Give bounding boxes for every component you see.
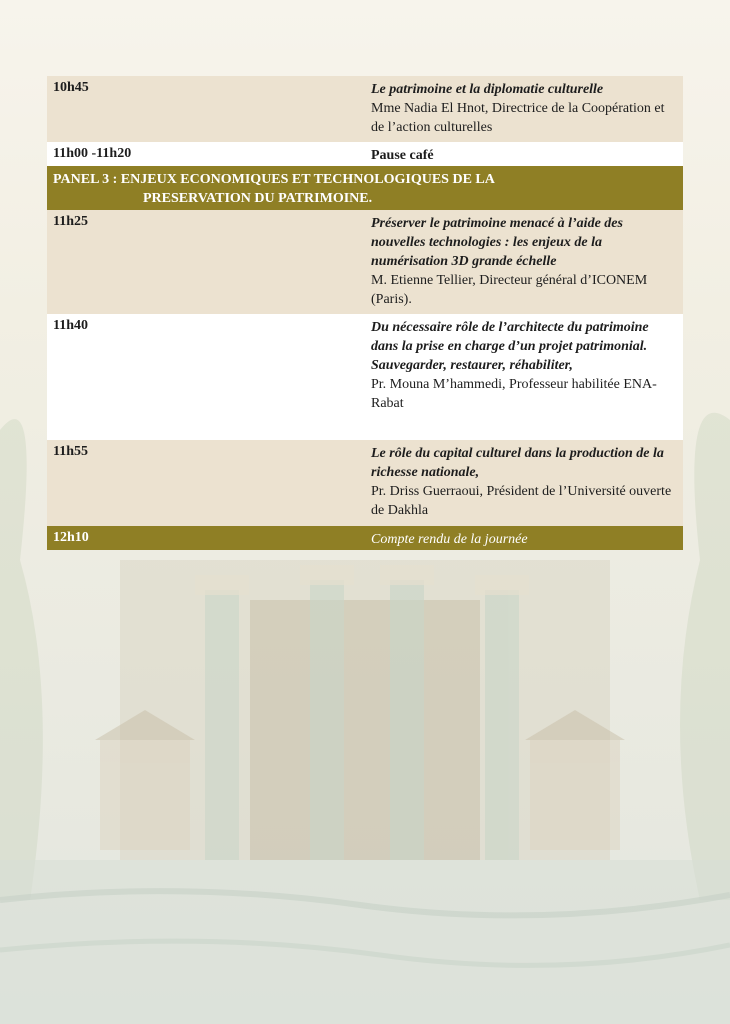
session-speaker: Mme Nadia El Hnot, Directrice de la Coopération et de l’action culturelles [371,101,665,135]
session-description [365,526,683,550]
session-time: 10h45 [53,80,89,95]
schedule-row [47,76,683,142]
session-description [365,210,683,314]
session-time: 12h10 [53,530,89,545]
session-description [365,142,683,166]
schedule-row [47,210,683,314]
panel-title-line-1: PANEL 3 : ENJEUX ECONOMIQUES ET TECHNOLOGIQUES DE LA [53,172,495,187]
session-title: Le patrimoine et la diplomatie culturelle [371,82,604,97]
session-title: Compte rendu de la journée [371,532,528,547]
session-time: 11h00 -11h20 [53,146,132,161]
schedule-row [47,314,683,440]
schedule-row [47,440,683,526]
session-description [365,76,683,142]
schedule-row [47,142,683,166]
session-title: Du nécessaire rôle de l’architecte du patrimoine dans la prise en charge d’un projet patrimonial. Sauvegarder, restaurer, réhabiliter, [371,320,649,373]
schedule-row [47,526,683,550]
session-speaker: M. Etienne Tellier, Directeur général d’ICONEM (Paris). [371,273,648,307]
panel-header [47,166,683,210]
session-description [365,440,683,526]
session-time: 11h40 [53,318,89,333]
session-speaker: Pr. Driss Guerraoui, Président de l’Université ouverte de Dakhla [371,484,672,518]
session-title: Préserver le patrimoine menacé à l’aide des nouvelles technologies : les enjeux de la numérisation 3D grande échelle [371,216,623,269]
session-speaker: Pr. Mouna M’hammedi, Professeur habilitée ENA-Rabat [371,377,657,411]
session-title: Le rôle du capital culturel dans la production de la richesse nationale, [371,446,664,480]
session-description [365,314,683,440]
panel-title-line-2: PRESERVATION DU PATRIMOINE. [143,191,373,206]
program-schedule [47,76,683,550]
session-time: 11h55 [53,444,89,459]
session-time: 11h25 [53,214,89,229]
session-title: Pause café [371,148,434,163]
